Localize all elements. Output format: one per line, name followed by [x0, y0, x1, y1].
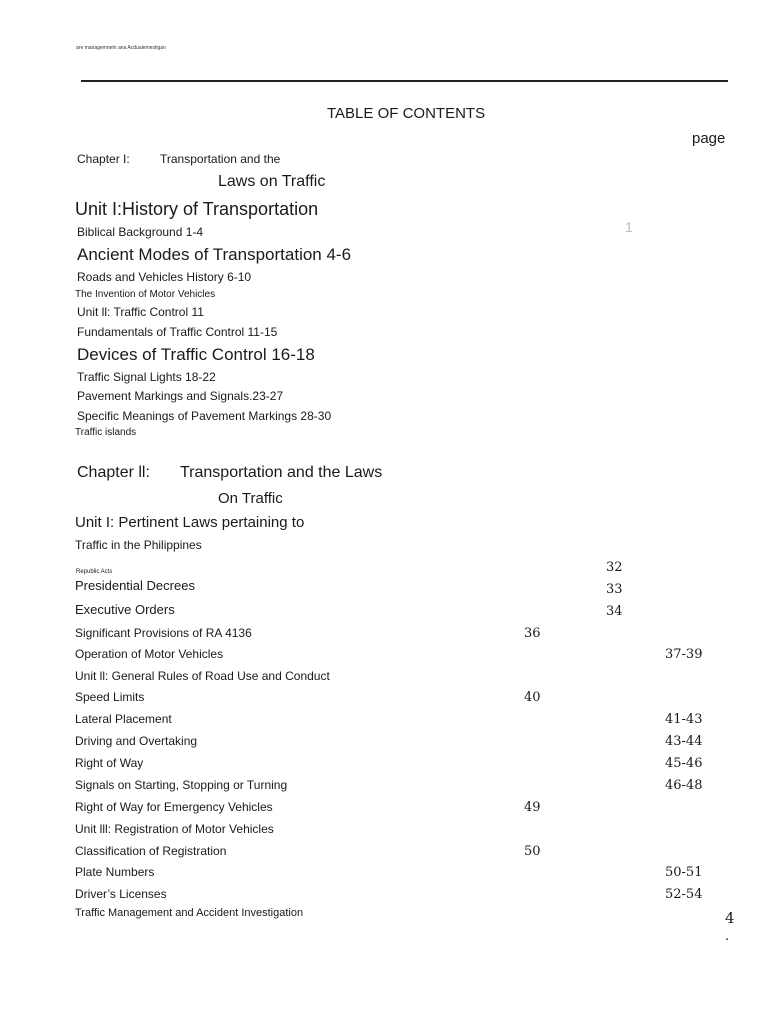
toc-entry: The Invention of Motor Vehicles: [75, 289, 216, 300]
toc-entry: Lateral Placement: [75, 712, 172, 726]
toc-entry: Significant Provisions of RA 4136: [75, 626, 252, 640]
chapter1-title-line2: Laws on Traffic: [218, 173, 326, 190]
toc-entry: Biblical Background 1-4: [77, 225, 204, 239]
footer-page-dot: .: [725, 929, 730, 944]
toc-entry: Unit ll: Traffic Control 11: [77, 305, 204, 319]
chapter1-label: Chapter I:: [77, 152, 130, 166]
footer-text: Traffic Management and Accident Investigation: [75, 907, 304, 919]
toc-entry-unit: Unit lll: Registration of Motor Vehicles: [75, 822, 274, 836]
toc-entry-heading: Devices of Traffic Control 16-18: [77, 345, 315, 364]
page-number: 32: [606, 560, 623, 575]
page-number: 37-39: [665, 647, 703, 662]
toc-entry-heading: Ancient Modes of Transportation 4-6: [77, 245, 352, 264]
toc-entry: Executive Orders: [75, 602, 175, 617]
toc-entry: Presidential Decrees: [75, 578, 195, 593]
toc-entry: Classification of Registration: [75, 844, 227, 858]
toc-entry: Traffic Signal Lights 18-22: [77, 370, 216, 384]
toc-entry: Speed Limits: [75, 690, 145, 704]
stray-mark: 1: [625, 219, 633, 235]
chapter2-title-line2: On Traffic: [218, 490, 283, 507]
chapter2-unit1-heading: Unit I: Pertinent Laws pertaining to: [75, 514, 305, 531]
page-number: 50-51: [665, 865, 703, 880]
toc-entry: Republic Acts: [76, 569, 113, 575]
running-head: are managemnetn ana Acduaiemestigan: [76, 45, 166, 51]
chapter1-title-line1: Transportation and the: [160, 152, 281, 166]
toc-entry: Driver’s Licenses: [75, 887, 167, 901]
toc-entry: Operation of Motor Vehicles: [75, 647, 224, 661]
footer-page-number: 4: [725, 909, 735, 927]
chapter2-label: Chapter ll:: [77, 464, 150, 481]
toc-entry: Pavement Markings and Signals.23-27: [77, 389, 284, 403]
page-number: 52-54: [665, 887, 703, 902]
chapter2-unit1-subheading: Traffic in the Philippines: [75, 538, 202, 552]
toc-entry: Signals on Starting, Stopping or Turning: [75, 778, 288, 792]
toc-entry: Driving and Overtaking: [75, 734, 198, 748]
page-number: 43-44: [665, 734, 703, 749]
toc-entry-unit: Unit ll: General Rules of Road Use and Conduct: [75, 669, 330, 683]
toc-entry: Right of Way for Emergency Vehicles: [75, 800, 273, 814]
page-column-label: page: [692, 130, 726, 147]
page-number: 34: [606, 604, 623, 619]
chapter2-title-line1: Transportation and the Laws: [180, 464, 383, 481]
page-number: 40: [524, 690, 541, 705]
page-number: 45-46: [665, 756, 703, 771]
toc-entry: Specific Meanings of Pavement Markings 28-30: [77, 409, 332, 423]
page-number: 46-48: [665, 778, 703, 793]
header-rule: [81, 80, 728, 82]
page-number: 50: [524, 844, 541, 859]
toc-entry: Fundamentals of Traffic Control 11-15: [77, 325, 278, 339]
toc-entry: Right of Way: [75, 756, 144, 770]
toc-title: TABLE OF CONTENTS: [327, 105, 486, 122]
page-number: 49: [524, 800, 541, 815]
page-number: 36: [524, 626, 541, 641]
toc-entry: Traffic islands: [75, 427, 137, 438]
toc-entry: Plate Numbers: [75, 865, 155, 879]
chapter1-unit1-heading: Unit I:History of Transportation: [75, 199, 319, 219]
page-number: 33: [606, 582, 623, 597]
page-number: 41-43: [665, 712, 703, 727]
toc-entry: Roads and Vehicles History 6-10: [77, 270, 252, 284]
